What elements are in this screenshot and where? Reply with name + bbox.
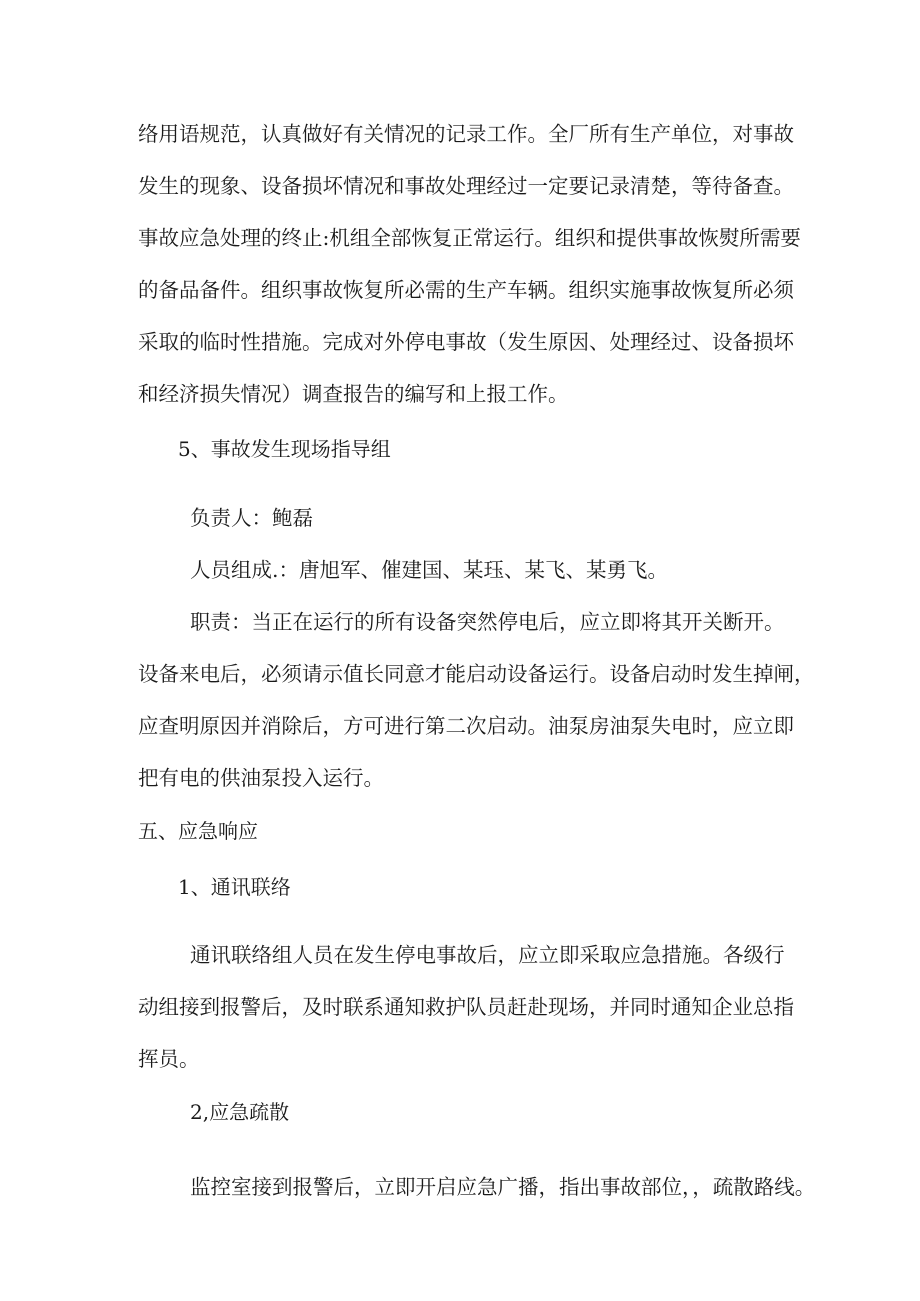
paragraph-line: 通讯联络组人员在发生停电事故后，应立即采取应急措施。各级行 (190, 943, 785, 967)
paragraph-line: 应查明原因并消除后，方可进行第二次启动。油泵房油泵失电时，应立即 (138, 714, 794, 738)
paragraph-line: 和经济损失情况）调查报告的编写和上报工作。 (138, 382, 569, 406)
paragraph-line: 络用语规范，认真做好有关情况的记录工作。全厂所有生产单位，对事故 (138, 122, 794, 146)
section-heading: 5、事故发生现场指导组 (178, 437, 391, 461)
paragraph-line: 动组接到报警后，及时联系通知救护队员赶赴现场，并同时通知企业总指 (138, 995, 794, 1019)
paragraph-line: 的备品备件。组织事故恢复所必需的生产车辆。组织实施事故恢复所必须 (138, 278, 794, 302)
chapter-heading: 五、应急响应 (138, 819, 258, 843)
paragraph-line: 设备来电后，必须请示值长同意才能启动设备运行。设备启动时发生掉闸， (138, 662, 815, 686)
section-heading: 2,应急疏散 (190, 1100, 290, 1124)
paragraph-line: 事故应急处理的终止:机组全部恢复正常运行。组织和提供事故恢熨所需要 (138, 226, 801, 250)
section-heading: 1、通讯联络 (178, 875, 291, 899)
paragraph-line: 把有电的供油泵投入运行。 (138, 766, 384, 790)
paragraph-line: 发生的现象、设备损坏情况和事故处理经过一定要记录清楚，等待备查。 (138, 174, 794, 198)
paragraph-line: 采取的临时性措施。完成对外停电事故（发生原因、处理经过、设备损坏 (138, 330, 794, 354)
paragraph-line: 监控室接到报警后，立即开启应急广播，指出事故部位，，疏散路线。 (190, 1175, 816, 1199)
member-list-line: 人员组成.：唐旭军、催建国、某珏、某飞、某勇飞。 (190, 558, 669, 582)
paragraph-line: 挥员。 (138, 1047, 200, 1071)
duty-line: 职责：当正在运行的所有设备突然停电后，应立即将其开关断开。 (190, 610, 785, 634)
responsible-person-line: 负责人：鲍磊 (190, 506, 313, 530)
